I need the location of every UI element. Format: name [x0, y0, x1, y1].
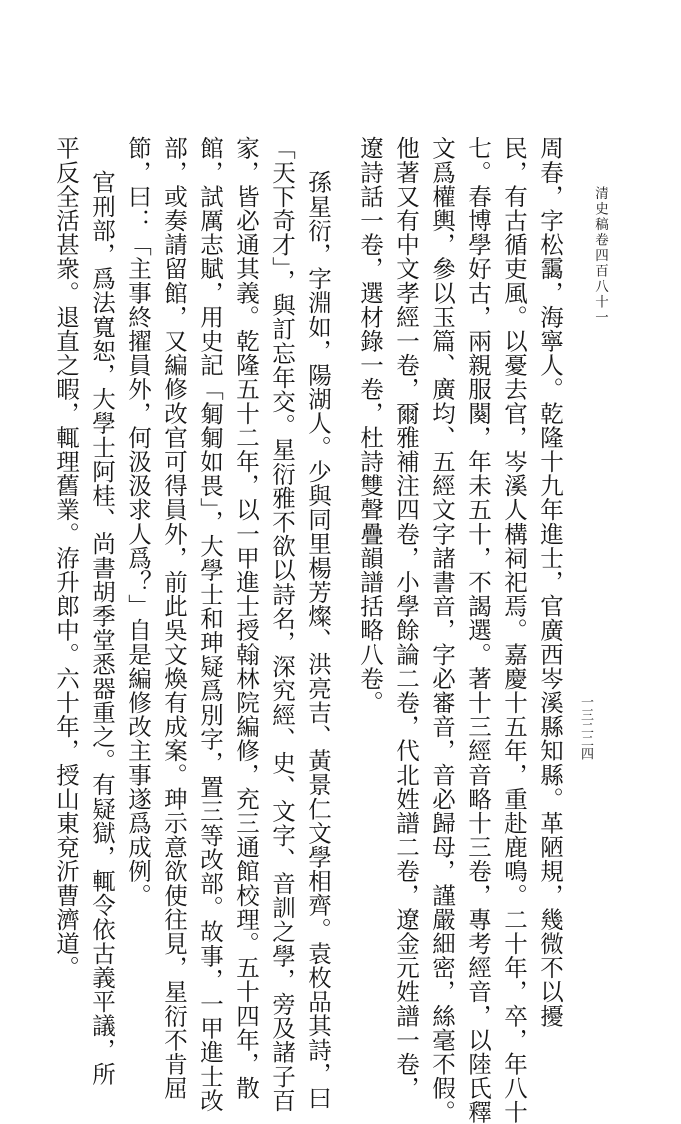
text-column: 部，或奏請留館，又編修改官可得員外，前此吳文煥有成案。珅示意欲使往見，星衍不肯屈 — [160, 136, 188, 1100]
text-column: 文爲權輿，參以玉篇、廣均、五經文字諸書音，字必審音，音必歸母，謹嚴細密，絲毫不假。 — [428, 136, 456, 1124]
text-column: 家，皆必通其義。乾隆五十二年，以一甲進士授翰林院編修，充三通館校理。五十四年，散 — [232, 136, 260, 1100]
text-column: 遼詩話一卷，選材錄一卷，杜詩雙聲疊韻譜括略八卷。 — [356, 136, 384, 715]
text-column: 民，有古循吏風。以憂去官，岑溪人構祠祀焉。嘉慶十五年，重赴鹿鳴。二十年，卒，年八十 — [500, 136, 528, 1124]
text-column: 平反全活甚衆。退直之暇，輒理舊業。洊升郎中。六十年，授山東兗沂曹濟道。 — [52, 136, 80, 980]
text-column: 「天下奇才」，與訂忘年交。星衍雅不欲以詩名，深究經、史、文字、音訓之學，旁及諸子百 — [268, 136, 296, 1113]
running-title: 清史稿卷四百八十一 — [592, 186, 608, 326]
text-column: 七。春博學好古，兩親服闋，年未五十，不謁選。著十三經音略十三卷，專考經音，以陸氏釋 — [464, 136, 492, 1124]
text-column: 他著又有中文孝經一卷，爾雅補注四卷，小學餘論二卷，代北姓譜二卷，遼金元姓譜一卷， — [392, 136, 420, 1100]
text-column: 孫星衍，字淵如，陽湖人。少與同里楊芳燦、洪亮吉、黃景仁文學相齊。袁枚品其詩，曰 — [304, 170, 332, 1110]
page-number: 一三二二四 — [578, 695, 593, 760]
text-column: 館，試厲志賦，用史記「匔匔如畏」，大學士和珅疑爲別字，置三等改部。故事，一甲進士改 — [196, 136, 224, 1113]
text-column: 官刑部，爲法寬恕，大學士阿桂、尚書胡季堂悉器重之。有疑獄，輒令依古義平議，所 — [88, 170, 116, 1086]
text-column: 周春，字松靄，海寧人。乾隆十九年進士，官廣西岑溪縣知縣。革陋規，幾微不以擾 — [536, 136, 564, 1028]
text-column: 節，曰：「主事終擢員外，何汲汲求人爲？」自是編修改主事遂爲成例。 — [124, 136, 152, 908]
